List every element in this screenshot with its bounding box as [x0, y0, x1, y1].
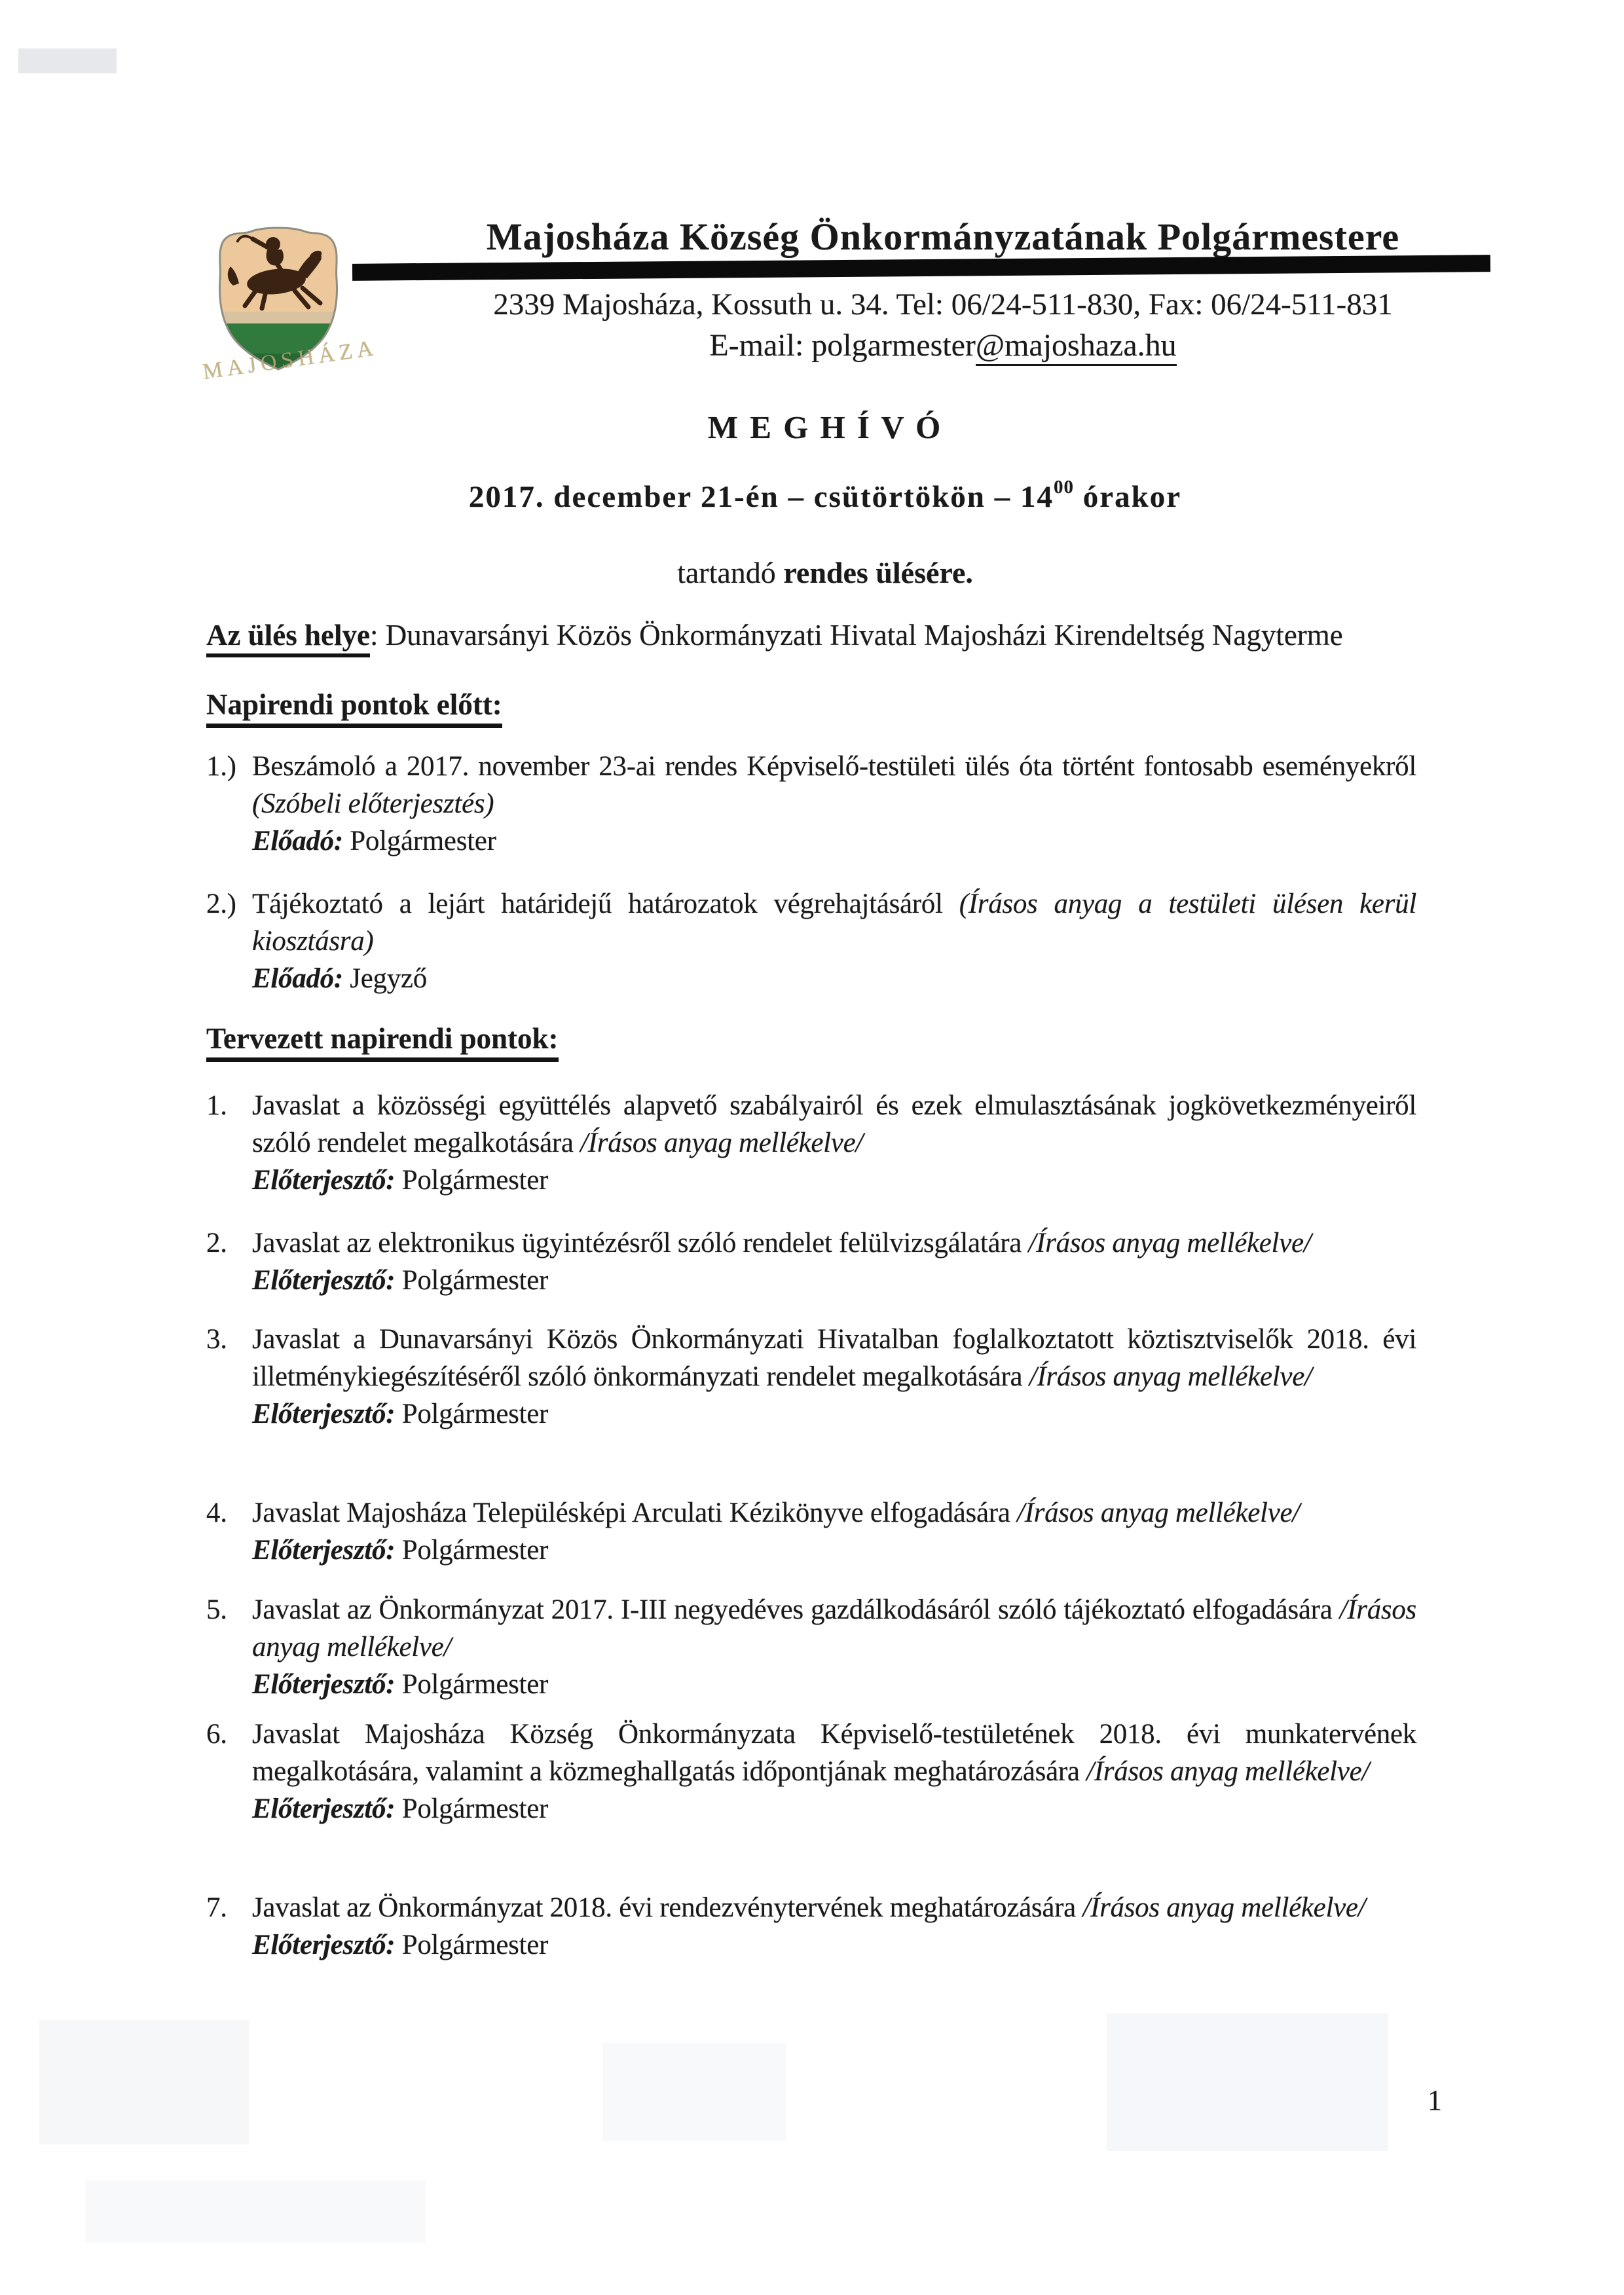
presenter-label: Előterjesztő: [252, 1793, 396, 1824]
location-label: Az ülés helye [206, 619, 370, 657]
section-heading-agenda: Tervezett napirendi pontok: [206, 1021, 559, 1056]
presenter-value: Polgármester [395, 1265, 548, 1296]
item-number: 1. [206, 1090, 227, 1121]
presenter-label: Előadó: [252, 963, 343, 994]
item-text: Javaslat Majosháza Településképi Arculati Kézikönyve elfogadására [252, 1497, 1017, 1528]
presenter-line [252, 1395, 1416, 1433]
item-text: Javaslat az Önkormányzat 2018. évi rendezvénytervének meghatározására [252, 1892, 1083, 1923]
item-note: /Írásos anyag mellékelve/ [1029, 1361, 1312, 1392]
item-text: Javaslat a Dunavarsányi Közös Önkormányzati Hivatalban foglalkoztatott köztisztviselők 2018. évi illetménykiegészítéséről szóló önkormányzati rendelet megalkotására [252, 1324, 1416, 1392]
item-text: Tájékoztató a lejárt határidejű határozatok végrehajtásáról [252, 889, 959, 919]
invitation-datetime [206, 479, 1444, 515]
presenter-value: Polgármester [395, 1165, 548, 1196]
item-note: /Írásos anyag mellékelve/ [252, 1594, 1416, 1662]
presenter-label: Előterjesztő: [252, 1535, 396, 1566]
item-note: /Írásos anyag mellékelve/ [1086, 1756, 1370, 1787]
item-number: 4. [206, 1497, 227, 1528]
presenter-value: Polgármester [342, 826, 496, 856]
item-text: Javaslat az elektronikus ügyintézésről szóló rendelet felülvizsgálatára [252, 1228, 1029, 1258]
presenter-value: Polgármester [395, 1669, 548, 1700]
scan-artifact [1107, 2013, 1388, 2151]
item-number: 5. [206, 1594, 227, 1625]
presenter-line [252, 1532, 1416, 1569]
held-bold: rendes ülésére. [783, 556, 973, 589]
pre-agenda-item [206, 748, 1416, 860]
scan-artifact [602, 2043, 786, 2141]
item-note: /Írásos anyag mellékelve/ [1017, 1497, 1300, 1528]
date-superscript: 00 [1053, 477, 1074, 498]
scan-artifact [18, 48, 117, 73]
email-prefix: E-mail: polgarmester [709, 328, 976, 363]
email-link[interactable]: @majoshaza.hu [976, 328, 1177, 366]
item-number: 2. [206, 1228, 227, 1258]
presenter-label: Előadó: [252, 826, 343, 856]
item-text: Javaslat az Önkormányzat 2017. I-III negyedéves gazdálkodásáról szóló tájékoztató elfogadására [252, 1594, 1340, 1625]
agenda-item [206, 1591, 1416, 1703]
letterhead-email [367, 327, 1519, 363]
item-number: 7. [206, 1892, 227, 1923]
item-number: 1.) [206, 751, 236, 782]
item-number: 3. [206, 1324, 227, 1355]
presenter-value: Polgármester [395, 1793, 548, 1824]
presenter-label: Előterjesztő: [252, 1669, 396, 1700]
date-text: 2017. december 21-én – csütörtökön – 14 [468, 480, 1054, 514]
agenda-item [206, 1494, 1416, 1569]
presenter-line [252, 822, 1416, 860]
item-number: 6. [206, 1719, 227, 1750]
item-number: 2.) [206, 889, 236, 919]
letterhead-title: Majosháza Község Önkormányzatának Polgármestere [486, 215, 1400, 258]
item-note: /Írásos anyag mellékelve/ [580, 1128, 864, 1158]
agenda-item [206, 1224, 1416, 1299]
presenter-line [252, 1926, 1416, 1964]
presenter-line [252, 1790, 1416, 1827]
presenter-label: Előterjesztő: [252, 1165, 396, 1196]
presenter-value: Polgármester [395, 1399, 548, 1429]
scan-artifact [39, 2020, 249, 2144]
location-value: : Dunavarsányi Közös Önkormányzati Hivatal Majosházi Kirendeltség Nagyterme [369, 619, 1343, 652]
agenda-item [206, 1716, 1416, 1827]
item-note: /Írásos anyag mellékelve/ [1028, 1228, 1312, 1258]
agenda-item [206, 1087, 1416, 1199]
agenda-item [206, 1321, 1416, 1433]
item-note: (Szóbeli előterjesztés) [252, 788, 494, 819]
scan-artifact [85, 2180, 426, 2243]
presenter-line [252, 1262, 1416, 1299]
item-text: Javaslat a közösségi együttélés alapvető szabályairól és ezek elmulasztásának jogkövetkezményeiről szóló rendelet megalkotására [252, 1090, 1416, 1158]
date-tail: órakor [1073, 480, 1182, 514]
presenter-value: Polgármester [395, 1535, 548, 1566]
presenter-value: Polgármester [395, 1930, 548, 1960]
item-note: /Írásos anyag mellékelve/ [1082, 1892, 1366, 1923]
invitation-heading: M E G H Í V Ó [707, 409, 943, 445]
held-normal: tartandó [677, 556, 784, 589]
logo-caption: MAJOSHÁZA [201, 335, 379, 384]
presenter-label: Előterjesztő: [252, 1265, 396, 1296]
agenda-item [206, 1889, 1416, 1964]
presenter-line [252, 1666, 1416, 1703]
section-heading-pre-agenda: Napirendi pontok előtt: [206, 688, 502, 722]
presenter-line [252, 1162, 1416, 1199]
presenter-label: Előterjesztő: [252, 1399, 396, 1429]
item-text: Javaslat Majosháza Község Önkormányzata Képviselő-testületének 2018. évi munkatervének megalkotására, valamint a közmeghallgatás időpontjának meghatározására [252, 1719, 1416, 1787]
page-number: 1 [1428, 2084, 1442, 2116]
item-text: Beszámoló a 2017. november 23-ai rendes Képviselő-testületi ülés óta történt fontosabb eseményekről [252, 751, 1416, 782]
meeting-location [206, 618, 1444, 652]
letterhead-rule [352, 255, 1490, 281]
presenter-label: Előterjesztő: [252, 1930, 396, 1960]
item-note: (Írásos anyag a testületi ülésen kerül kiosztásra) [252, 889, 1416, 957]
presenter-line [252, 960, 1416, 997]
presenter-value: Jegyző [342, 963, 427, 994]
letterhead-address: 2339 Majosháza, Kossuth u. 34. Tel: 06/24-511-830, Fax: 06/24-511-831 [493, 287, 1393, 321]
invitation-held-line [206, 555, 1444, 590]
pre-agenda-item [206, 885, 1416, 997]
